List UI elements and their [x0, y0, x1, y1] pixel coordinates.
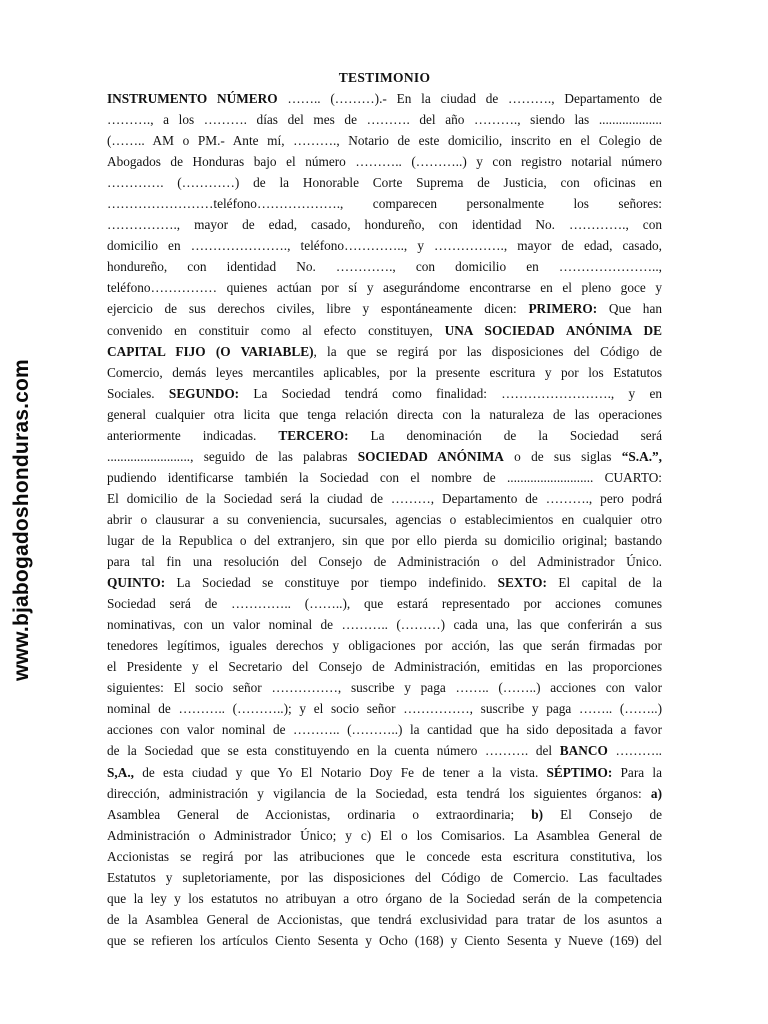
text-run: teléfono…………… quienes actúan por sí y asegurándome encontrarse en el pleno goce y [107, 280, 662, 296]
text-line [107, 151, 662, 172]
text-line [107, 446, 662, 467]
text-run: para tal fin una resolución del Consejo de Administración o del Administrador Único. [107, 554, 662, 570]
text-line [107, 277, 662, 298]
text-line [107, 635, 662, 656]
text-line [107, 593, 662, 614]
text-run: el Presidente y el Secretario del Consejo de Administración, emitidas en las proporciones [107, 659, 662, 675]
text-run: El capital de la [546, 575, 662, 591]
text-line [107, 235, 662, 256]
text-run: nominativas, con un valor nominal de ……….. (………) cada una, las que conferirán a sus [107, 617, 662, 633]
text-run: Asamblea General de Accionistas, ordinaria o extraordinaria; [107, 806, 532, 822]
text-run: La Sociedad tendrá como finalidad: ……………………., y en [239, 385, 662, 401]
text-run: ejercicio de sus derechos civiles, libre y espontáneamente dicen: [107, 301, 529, 317]
text-run: …………. (…………) de la Honorable Corte Suprema de Justicia, con oficinas en [107, 175, 662, 191]
text-line [107, 467, 662, 488]
text-line [107, 762, 662, 783]
text-line [107, 488, 662, 509]
text-line [107, 88, 662, 109]
text-run: general cualquier otra licita que tenga relación directa con la naturaleza de las operaciones [107, 406, 662, 422]
bold-text: PRIMERO: [528, 301, 598, 317]
text-line [107, 804, 662, 825]
text-run: ……………., mayor de edad, casado, hondureño, con identidad No. …………., con [107, 217, 662, 233]
bold-text: SÉPTIMO: [546, 764, 613, 780]
text-run: , la que se regirá por las disposiciones del Código de [313, 343, 662, 359]
text-run: Estatutos y supletoriamente, por las disposiciones del Código de Comercio. Las facultades [107, 869, 662, 885]
watermark [2, 360, 42, 680]
text-line [107, 719, 662, 740]
text-line [107, 572, 662, 593]
text-run: Sociedad será de ………….. (……..), que estará representado por acciones comunes [107, 596, 662, 612]
text-run: El Consejo de [543, 806, 662, 822]
bold-text: a) [650, 785, 662, 801]
text-run: ………., a los ………. días del mes de ………. del año ………., siendo las ................... [107, 112, 662, 128]
text-run: Para la [612, 764, 662, 780]
text-line [107, 930, 662, 951]
bold-text: CAPITAL FIJO (O VARIABLE) [107, 343, 314, 359]
text-line [107, 341, 662, 362]
watermark-url: www.bjabogadoshonduras.com [10, 359, 33, 681]
text-run: acciones con valor nominal de ……….. (………..) la cantidad que ha sido depositada a favor [107, 722, 662, 738]
text-line [107, 130, 662, 151]
text-line [107, 320, 662, 341]
bold-text: b) [531, 806, 544, 822]
text-run: lugar de la Republica o del extranjero, sin que por ello pierda su domicilio original; bastando [107, 532, 662, 548]
text-line [107, 530, 662, 551]
text-run: El domicilio de la Sociedad será la ciudad de ………, Departamento de ………., pero podrá [107, 490, 662, 506]
text-run: domicilio en …………………., teléfono………….., y ……………., mayor de edad, casado, [107, 238, 662, 254]
bold-text: INSTRUMENTO NÚMERO [107, 91, 278, 106]
text-run: hondureño, con identidad No. …………., con domicilio en ………………….., [107, 259, 662, 275]
text-line [107, 193, 662, 214]
text-line [107, 109, 662, 130]
bold-text: QUINTO: [107, 575, 166, 591]
text-run: convenido en constituir como al efecto constituyen, [107, 322, 445, 338]
text-run: Sociales. [107, 385, 169, 401]
text-run: abrir o clausurar a su conveniencia, sucursales, agencias o establecimientos en cualquier otro [107, 511, 662, 527]
bold-text: “S.A.”, [621, 448, 662, 464]
document-body [107, 68, 662, 951]
text-run: Administración o Administrador Único; y c) El o los Comisarios. La Asamblea General de [107, 827, 662, 843]
text-run: ……………………teléfono………………., comparecen personalmente los señores: [107, 196, 662, 212]
text-line [107, 551, 662, 572]
document-title: TESTIMONIO [338, 70, 431, 85]
text-run: Abogados de Honduras bajo el número ……….. (………..) y con registro notarial número [107, 154, 662, 170]
text-run: nominal de ……….. (………..); y el socio señor ……………, suscribe y paga …….. (……..) [107, 701, 662, 717]
text-run: anteriormente indicadas. [107, 427, 279, 443]
text-line [107, 783, 662, 804]
text-line [107, 298, 662, 319]
text-run: Comercio, demás leyes mercantiles aplicables, por la presente escritura y por los Estatutos [107, 364, 662, 380]
text-run: …….. (………).- En la ciudad de ………., Departamento de [277, 91, 662, 106]
bold-text: BANCO [559, 743, 608, 759]
text-line [107, 656, 662, 677]
text-run: (…….. AM o PM.- Ante mí, ………., Notario de este domicilio, inscrito en el Colegio de [107, 133, 662, 149]
bold-text: UNA SOCIEDAD ANÓNIMA DE [444, 322, 662, 338]
text-run: de la Asamblea General de Accionistas, que tendrá exclusividad para tratar de los asuntos a [107, 911, 662, 927]
text-line [107, 698, 662, 719]
text-run: dirección, administración y vigilancia de la Sociedad, esta tendrá los siguientes órganos: [107, 785, 651, 801]
text-line [107, 362, 662, 383]
text-run: La denominación de la Sociedad será [348, 427, 662, 443]
text-run: que se refieren los artículos Ciento Sesenta y Ocho (168) y Ciento Sesenta y Nueve (169) del [107, 932, 662, 948]
text-run: o de sus siglas [503, 448, 622, 464]
text-line [107, 172, 662, 193]
text-line [107, 214, 662, 235]
text-line [107, 383, 662, 404]
text-run: Que han [597, 301, 662, 317]
text-run: ……….. [607, 743, 662, 759]
text-line [107, 677, 662, 698]
text-run: La Sociedad se constituye por tiempo indefinido. [165, 575, 498, 591]
text-line [107, 614, 662, 635]
text-run: de esta ciudad y que Yo El Notario Doy Fe de tener a la vista. [133, 764, 547, 780]
text-line [107, 888, 662, 909]
text-line [107, 404, 662, 425]
text-run: que la ley y los estatutos no atribuyan a otro órgano de la Sociedad serán de la competencia [107, 890, 662, 906]
text-line [107, 909, 662, 930]
text-line [107, 425, 662, 446]
bold-text: SOCIEDAD ANÓNIMA [357, 448, 504, 464]
bold-text: S,A., [107, 764, 134, 780]
text-run: ........................., seguido de las palabras [107, 448, 358, 464]
bold-text: SEGUNDO: [168, 385, 240, 401]
text-line [107, 740, 662, 761]
bold-text: TERCERO: [278, 427, 349, 443]
text-run: tenedores legítimos, iguales derechos y obligaciones por acción, las que serán firmadas por [107, 638, 662, 654]
bold-text: SEXTO: [497, 575, 547, 591]
text-line [107, 825, 662, 846]
text-line [107, 867, 662, 888]
text-line [107, 509, 662, 530]
text-run: Accionistas se regirá por las atribuciones que le concede esta escritura constitutiva, los [107, 848, 662, 864]
text-line [107, 846, 662, 867]
text-run: siguientes: El socio señor ……………, suscribe y paga …….. (……..) acciones con valor [107, 680, 662, 696]
document-text [107, 88, 662, 951]
text-run: de la Sociedad que se esta constituyendo en la cuenta número ………. del [107, 743, 560, 759]
text-run: pudiendo identificarse también la Sociedad con el nombre de .......................... CUARTO: [107, 469, 662, 485]
text-line [107, 256, 662, 277]
